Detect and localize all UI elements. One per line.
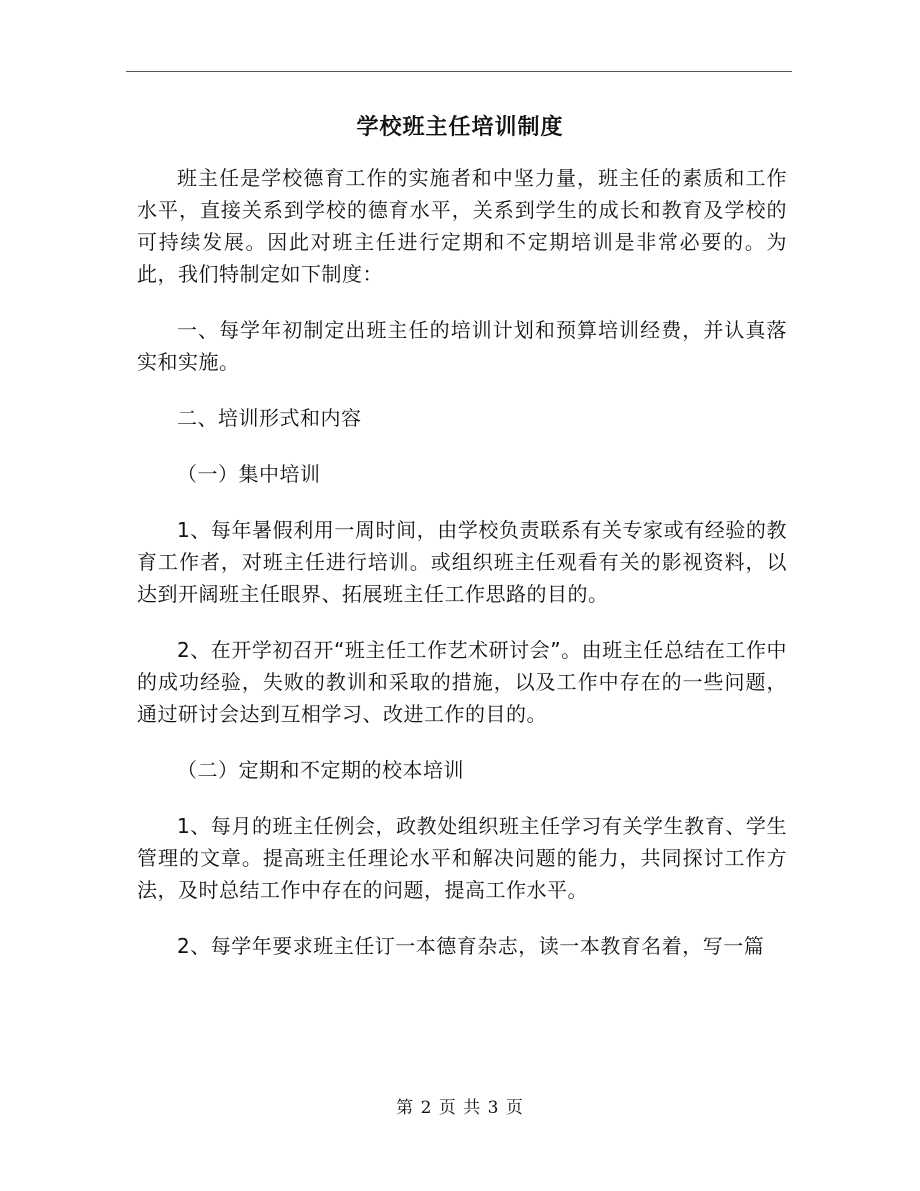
section-heading-2: 二、培训形式和内容 <box>177 406 362 430</box>
page-number: 第 2 页 共 3 页 <box>396 1098 524 1118</box>
paragraph-item-1: 一、每学年初制定出班主任的培训计划和预算培训经费，并认真落实和实施。 <box>137 318 787 374</box>
subsection-heading-1: （一）集中培训 <box>177 462 321 486</box>
paragraph-focused-training-2: 2、在开学初召开“班主任工作艺术研讨会”。由班主任总结在工作中的成功经验，失败的教训和采取的措施，以及工作中存在的一些问题，通过研讨会达到互相学习、改进工作的目的。 <box>137 638 787 726</box>
paragraph-school-training-2: 2、每学年要求班主任订一本德育杂志，读一本教育名着，写一篇 <box>177 934 765 958</box>
subsection-heading-2: （二）定期和不定期的校本培训 <box>177 758 464 782</box>
paragraph-focused-training-1: 1、每年暑假利用一周时间，由学校负责联系有关专家或有经验的教育工作者，对班主任进行培训。或组织班主任观看有关的影视资料，以达到开阔班主任眼界、拓展班主任工作思路的目的。 <box>137 518 787 606</box>
header-rule <box>126 71 792 72</box>
document-title: 学校班主任培训制度 <box>356 114 564 140</box>
paragraph-school-training-1: 1、每月的班主任例会，政教处组织班主任学习有关学生教育、学生管理的文章。提高班主任理论水平和解决问题的能力，共同探讨工作方法，及时总结工作中存在的问题，提高工作水平。 <box>137 814 787 902</box>
document-body <box>137 162 787 962</box>
paragraph-intro: 班主任是学校德育工作的实施者和中坚力量，班主任的素质和工作水平，直接关系到学校的德育水平，关系到学生的成长和教育及学校的可持续发展。因此对班主任进行定期和不定期培训是非常必要的。为此，我们特制定如下制度： <box>137 166 787 286</box>
